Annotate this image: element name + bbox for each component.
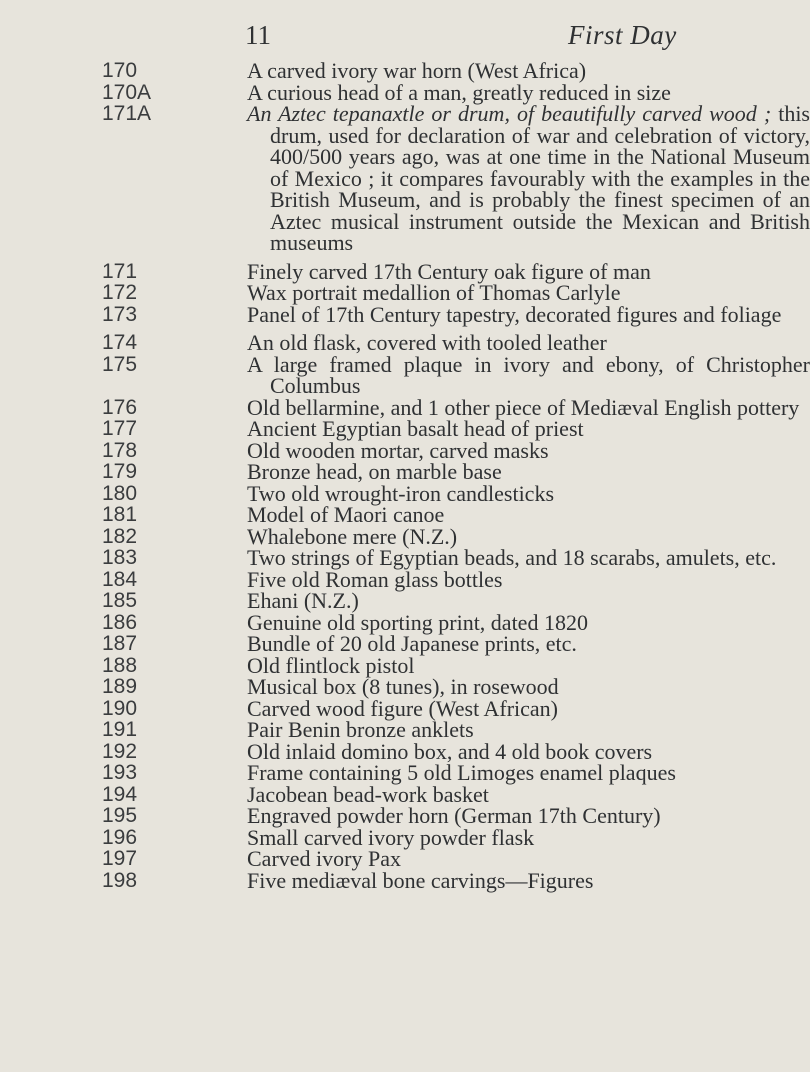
lot-text: Old wooden mortar, carved masks (247, 437, 549, 463)
lot-number: 192 (102, 739, 138, 763)
lot-item (0, 867, 800, 893)
lot-text: Engraved powder horn (German 17th Century) (247, 803, 661, 828)
lot-item (0, 101, 810, 255)
lot-item (0, 461, 800, 483)
lot-description (247, 258, 810, 284)
lot-text: Ancient Egyptian basalt head of priest (247, 416, 584, 441)
lot-text: Old inlaid domino box, and 4 old book covers (247, 738, 653, 764)
lot-number: 184 (102, 567, 138, 591)
lot-text: Old flintlock pistol (247, 652, 415, 678)
lot-description (247, 719, 810, 741)
lot-text: Bronze head, on marble base (247, 459, 502, 484)
lot-description (247, 480, 810, 506)
lot-text: Frame containing 5 old Limoges enamel plaques (247, 760, 676, 785)
lot-number: 179 (102, 460, 138, 483)
lot-item (0, 332, 800, 354)
lot-number: 183 (102, 546, 138, 569)
lot-item (0, 566, 800, 592)
lot-text: Two old wrought-iron candlesticks (247, 480, 555, 506)
lot-text: Panel of 17th Century tapestry, decorated figures and foliage (247, 301, 782, 327)
lot-text: A large framed plaque in ivory and ebony, of Christopher Columbus (247, 351, 810, 398)
lot-number: 197 (102, 847, 138, 870)
lot-description (247, 824, 810, 850)
lot-text: Carved ivory Pax (247, 846, 401, 871)
lot-item (0, 848, 800, 870)
lot-description (247, 60, 810, 82)
lot-description (247, 867, 810, 893)
lot-item (0, 781, 800, 807)
page-number: 11 (245, 20, 271, 50)
lot-description (247, 652, 810, 678)
lot-item (0, 762, 800, 784)
lot-item (0, 504, 800, 526)
lot-item (0, 394, 800, 420)
lot-number: 170A (102, 80, 152, 104)
lot-number: 193 (102, 761, 138, 784)
lot-item (0, 437, 800, 463)
lot-description (247, 695, 810, 721)
lot-item (0, 523, 800, 549)
lot-description (247, 394, 810, 420)
lot-number: 195 (102, 804, 138, 827)
lot-description (247, 461, 810, 483)
lot-item (0, 676, 800, 698)
lot-description (247, 301, 810, 327)
lot-text: Five old Roman glass bottles (247, 566, 503, 592)
lot-description (247, 523, 810, 549)
lot-text: Jacobean bead-work basket (247, 781, 489, 807)
lot-description (247, 547, 810, 569)
lot-item (0, 609, 800, 635)
lot-text: An old flask, covered with tooled leather (247, 330, 607, 355)
lot-number: 175 (102, 352, 138, 376)
lot-description (247, 805, 810, 827)
lot-number: 176 (102, 395, 138, 419)
lot-description (247, 437, 810, 463)
lot-description (247, 79, 810, 105)
lot-description (247, 566, 810, 592)
lot-number: 186 (102, 610, 138, 634)
lot-item (0, 60, 800, 82)
lot-number: 198 (102, 868, 138, 892)
lot-text: Ehani (N.Z.) (247, 588, 359, 613)
lot-item (0, 282, 800, 304)
lot-number: 191 (102, 718, 138, 741)
lot-text: Wax portrait medallion of Thomas Carlyle (247, 280, 621, 305)
lot-description (247, 351, 810, 398)
lot-description (247, 738, 810, 764)
lot-text: Five mediæval bone carvings—Figures (247, 867, 594, 893)
lot-number: 190 (102, 696, 138, 720)
lot-description (247, 609, 810, 635)
lot-item (0, 738, 800, 764)
lot-item (0, 824, 800, 850)
lot-item (0, 633, 800, 655)
lot-number: 188 (102, 653, 138, 677)
lot-item (0, 547, 800, 569)
lot-text: Genuine old sporting print, dated 1820 (247, 609, 588, 635)
lot-description (247, 418, 810, 440)
lot-text: A curious head of a man, greatly reduced in size (247, 79, 671, 105)
lot-text: Small carved ivory powder flask (247, 824, 535, 850)
lot-number: 177 (102, 417, 138, 440)
running-title: First Day (568, 20, 677, 50)
lot-description (247, 504, 810, 526)
lot-item (0, 480, 800, 506)
lot-text: Model of Maori canoe (247, 502, 445, 527)
lot-number: 185 (102, 589, 138, 612)
lot-text: Pair Benin bronze anklets (247, 717, 474, 742)
lot-description (247, 103, 810, 254)
lot-item (0, 351, 810, 398)
lot-number: 180 (102, 481, 138, 505)
lot-text: Two strings of Egyptian beads, and 18 scarabs, amulets, etc. (247, 545, 777, 570)
lot-description (247, 781, 810, 807)
lot-description (247, 848, 810, 870)
page-header (0, 20, 800, 56)
lot-item (0, 590, 800, 612)
lot-text: Bundle of 20 old Japanese prints, etc. (247, 631, 577, 656)
lot-number: 182 (102, 524, 138, 548)
lot-number: 181 (102, 503, 138, 526)
lot-item (0, 258, 800, 284)
lot-number: 173 (102, 302, 138, 326)
lot-text: Carved wood figure (West African) (247, 695, 559, 721)
lot-description (247, 282, 810, 304)
lot-text: Musical box (8 tunes), in rosewood (247, 674, 559, 699)
lot-number: 172 (102, 281, 138, 304)
lot-text: Finely carved 17th Century oak figure of man (247, 258, 651, 284)
lot-item (0, 418, 800, 440)
lot-number: 171A (102, 102, 152, 125)
lot-description (247, 332, 810, 354)
lot-number: 178 (102, 438, 138, 462)
lot-lead-text: An Aztec tepanaxtle or drum, of beautifully carved wood ; (247, 101, 772, 126)
lot-list (0, 58, 810, 893)
lot-item (0, 695, 800, 721)
lot-text: Old bellarmine, and 1 other piece of Mediæval English pottery (247, 394, 800, 420)
lot-number: 174 (102, 331, 138, 354)
lot-item (0, 805, 800, 827)
lot-description (247, 633, 810, 655)
lot-number: 171 (102, 259, 138, 283)
lot-text: A carved ivory war horn (West Africa) (247, 58, 587, 83)
lot-description (247, 590, 810, 612)
lot-number: 187 (102, 632, 138, 655)
lot-item (0, 301, 800, 327)
lot-text: Whalebone mere (N.Z.) (247, 523, 458, 549)
lot-description (247, 676, 810, 698)
lot-item (0, 652, 800, 678)
lot-number: 170 (102, 59, 138, 82)
lot-text: this drum, used for declaration of war and celebration of victory, 400/500 years ago, was at one time in the National Museum of Mexico ; it compares favourably with the examples in the British Museum, and is probably the finest specimen of an Aztec musical instrument outside the Mexican and British museums (270, 101, 810, 255)
lot-number: 194 (102, 782, 138, 806)
lot-number: 196 (102, 825, 138, 849)
lot-item (0, 719, 800, 741)
lot-number: 189 (102, 675, 138, 698)
lot-item (0, 79, 800, 105)
lot-description (247, 762, 810, 784)
